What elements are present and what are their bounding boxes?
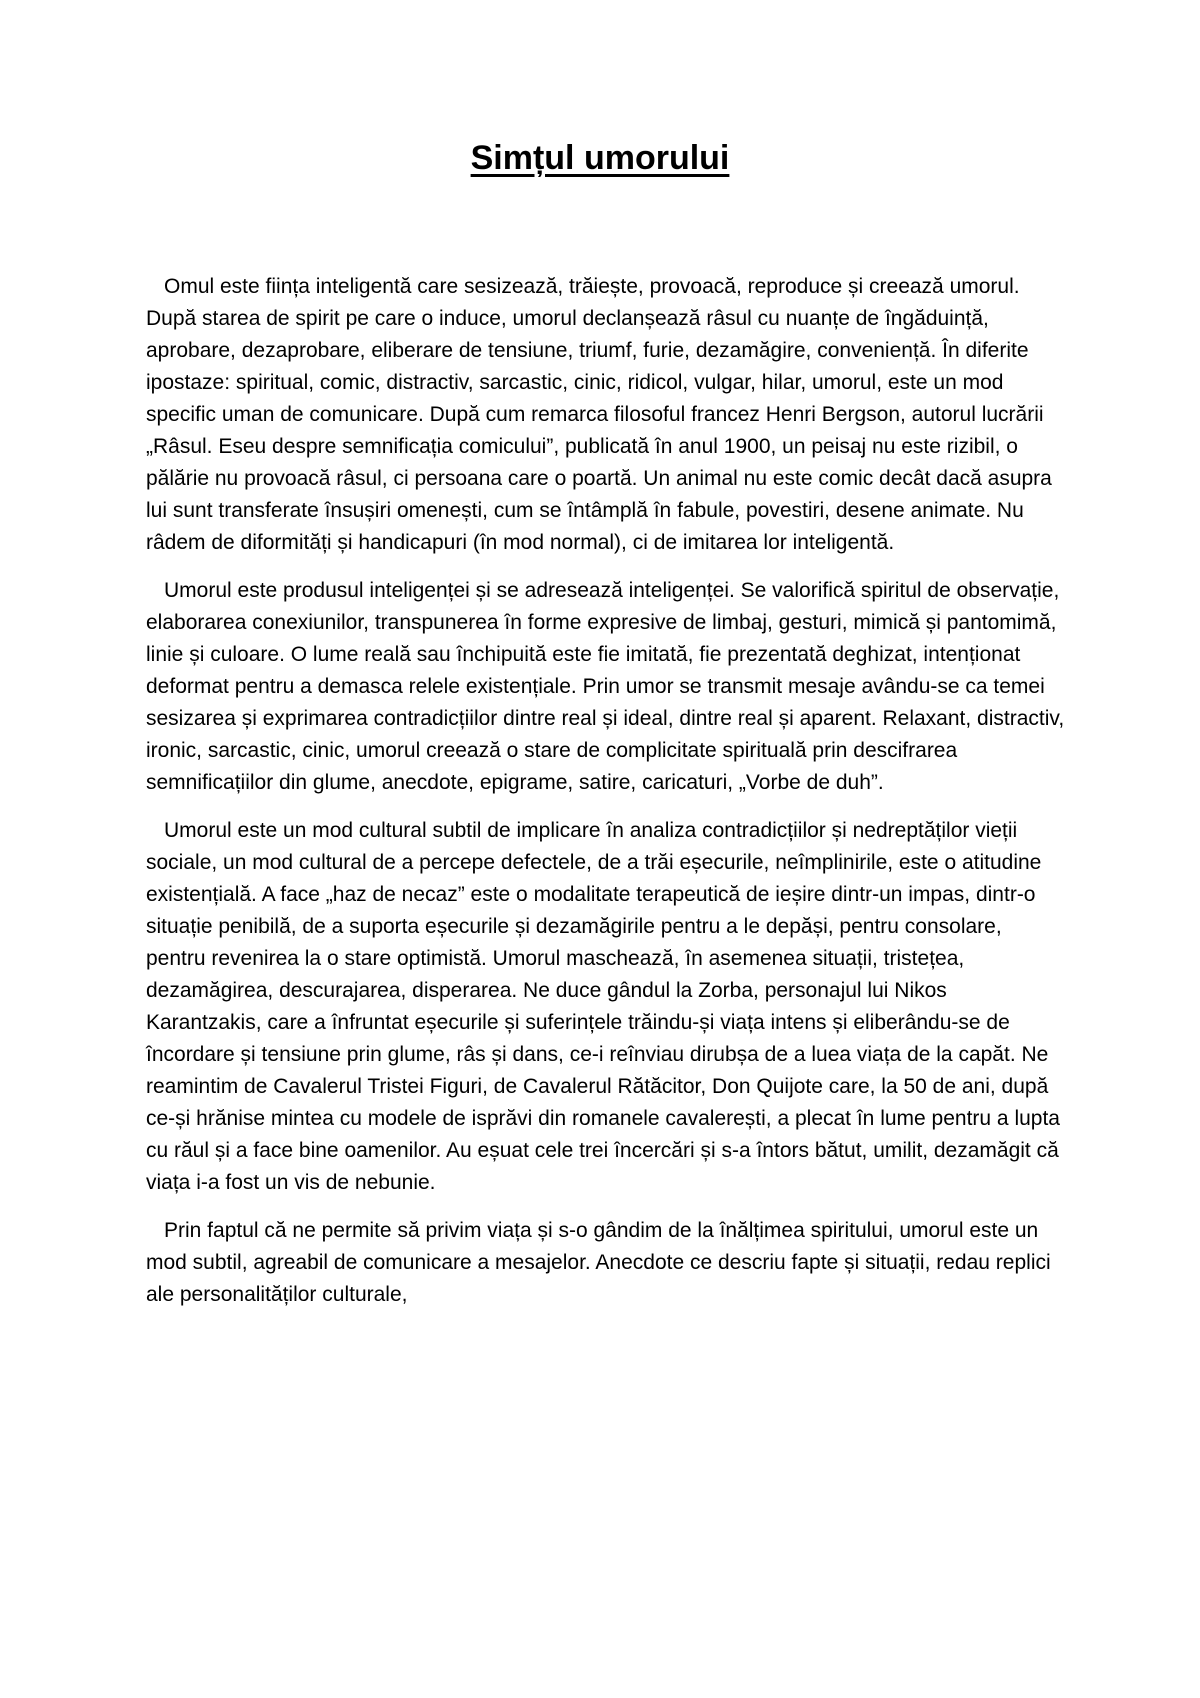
paragraph-2: Umorul este produsul inteligenței și se adresează inteligenței. Se valorifică spiritul de observație, elaborarea conexiunilor, transpunerea în forme expresive de limbaj, gesturi, mimică și pantomimă, linie și culoare. O lume reală sau închipuită este fie imitată, fie prezentată deghizat, intenționat deformat pentru a demasca relele existențiale. Prin umor se transmit mesaje avându-se ca temei sesizarea și exprimarea contradicțiilor dintre real și ideal, dintre real și aparent. Relaxant, distractiv, ironic, sarcastic, cinic, umorul creează o stare de complicitate spirituală prin descifrarea semnificațiilor din glume, anecdote, epigrame, satire, caricaturi, „Vorbe de duh”. [146, 579, 1065, 794]
paragraph-3: Umorul este un mod cultural subtil de implicare în analiza contradicțiilor și nedreptăților vieții sociale, un mod cultural de a percepe defectele, de a trăi eșecurile, neîmplinirile, este o atitudine existențială. A face „haz de necaz” este o modalitate terapeutică de ieșire dintr-un impas, dintr-o situație penibilă, de a suporta eșecurile și dezamăgirile pentru a le depăși, pentru consolare, pentru revenirea la o stare optimistă. Umorul maschează, în asemenea situații, tristețea, dezamăgirea, descurajarea, disperarea. Ne duce gândul la Zorba, personajul lui Nikos Karantzakis, care a înfruntat eșecurile și suferințele trăindu-și viața intens și eliberându-se de încordare și tensiune prin glume, râs și dans, ce-i reînviau dirubșa de a luea viața de la capăt. Ne reamintim de Cavalerul Tristei Figuri, de Cavalerul Rătăcitor, Don Quijote care, la 50 de ani, după ce-și hrănise mintea cu modele de isprăvi din romanele cavalerești, a plecat în lume pentru a lupta cu răul și a face bine oamenilor. Au eșuat cele trei încercări și s-a întors bătut, umilit, dezamăgit că viața i-a fost un vis de nebunie. [146, 819, 1060, 1194]
document-title: Simțul umorului [470, 139, 730, 177]
paragraph-1: Omul este ființa inteligentă care sesizează, trăiește, provoacă, reproduce și creează umorul. După starea de spirit pe care o induce, umorul declanșează râsul cu nuanțe de îngăduință, aprobare, dezaprobare, eliberare de tensiune, triumf, furie, dezamăgire, conveniență. În diferite ipostaze: spiritual, comic, distractiv, sarcastic, cinic, ridicol, vulgar, hilar, umorul, este un mod specific uman de comunicare. După cum remarca filosoful francez Henri Bergson, autorul lucrării „Râsul. Eseu despre semnificația comicului”, publicată în anul 1900, un peisaj nu este rizibil, o pălărie nu provoacă râsul, ci persoana care o poartă. Un animal nu este comic decât dacă asupra lui sunt transferate însușiri omenești, cum se întâmplă în fabule, povestiri, desene animate. Nu râdem de diformități și handicapuri (în mod normal), ci de imitarea lor inteligentă. [146, 275, 1052, 554]
document-body [146, 271, 1066, 1327]
paragraph-4: Prin faptul că ne permite să privim viața și s-o gândim de la înălțimea spiritului, umorul este un mod subtil, agreabil de comunicare a mesajelor. Anecdote ce descriu fapte și situații, redau replici ale personalităților culturale, [146, 1219, 1051, 1306]
